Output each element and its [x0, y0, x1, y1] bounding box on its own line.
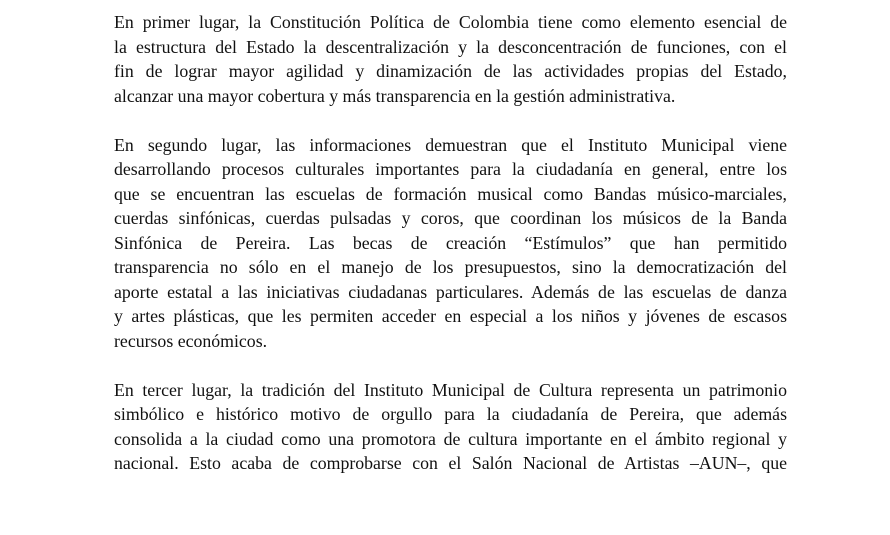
text-line: cuerdas sinfónicas, cuerdas pulsadas y coros, que coordinan los músicos de la Banda: [114, 208, 787, 228]
paragraph-spacer: [114, 108, 787, 133]
text-line: En tercer lugar, la tradición del Instituto Municipal de Cultura representa un patrimonio: [114, 379, 787, 400]
paragraph-3: [114, 378, 787, 476]
text-line: alcanzar una mayor cobertura y más transparencia en la gestión administrativa.: [114, 85, 676, 106]
text-line: fin de lograr mayor agilidad y dinamización de las actividades propias del Estado,: [114, 61, 787, 81]
document-page: [114, 10, 787, 476]
text-line: consolida a la ciudad como una promotora de cultura importante en el ámbito regional y: [114, 428, 787, 449]
text-line: simbólico e histórico motivo de orgullo para la ciudadanía de Pereira, que además: [114, 404, 787, 424]
text-line: y artes plásticas, que les permiten acceder en especial a los niños y jóvenes de escasos: [114, 306, 787, 326]
text-line: transparencia no sólo en el manejo de los presupuestos, sino la democratización del: [114, 257, 787, 277]
text-line: aporte estatal a las iniciativas ciudadanas particulares. Además de las escuelas de danza: [114, 281, 787, 302]
text-line: En primer lugar, la Constitución Política de Colombia tiene como elemento esencial de: [114, 12, 787, 32]
text-line: que se encuentran las escuelas de formación musical como Bandas músico-marciales,: [114, 183, 787, 204]
text-line: En segundo lugar, las informaciones demuestran que el Instituto Municipal viene: [114, 134, 787, 155]
paragraph-spacer: [114, 353, 787, 378]
text-line: desarrollando procesos culturales importantes para la ciudadanía en general, entre los: [114, 159, 787, 179]
text-line: la estructura del Estado la descentralización y la desconcentración de funciones, con el: [114, 36, 787, 57]
text-line: Sinfónica de Pereira. Las becas de creación “Estímulos” que han permitido: [114, 232, 787, 253]
paragraph-1: [114, 10, 787, 108]
text-line: nacional. Esto acaba de comprobarse con el Salón Nacional de Artistas –AUN–, que: [114, 453, 787, 473]
text-line: recursos económicos.: [114, 330, 268, 351]
paragraph-2: [114, 133, 787, 354]
